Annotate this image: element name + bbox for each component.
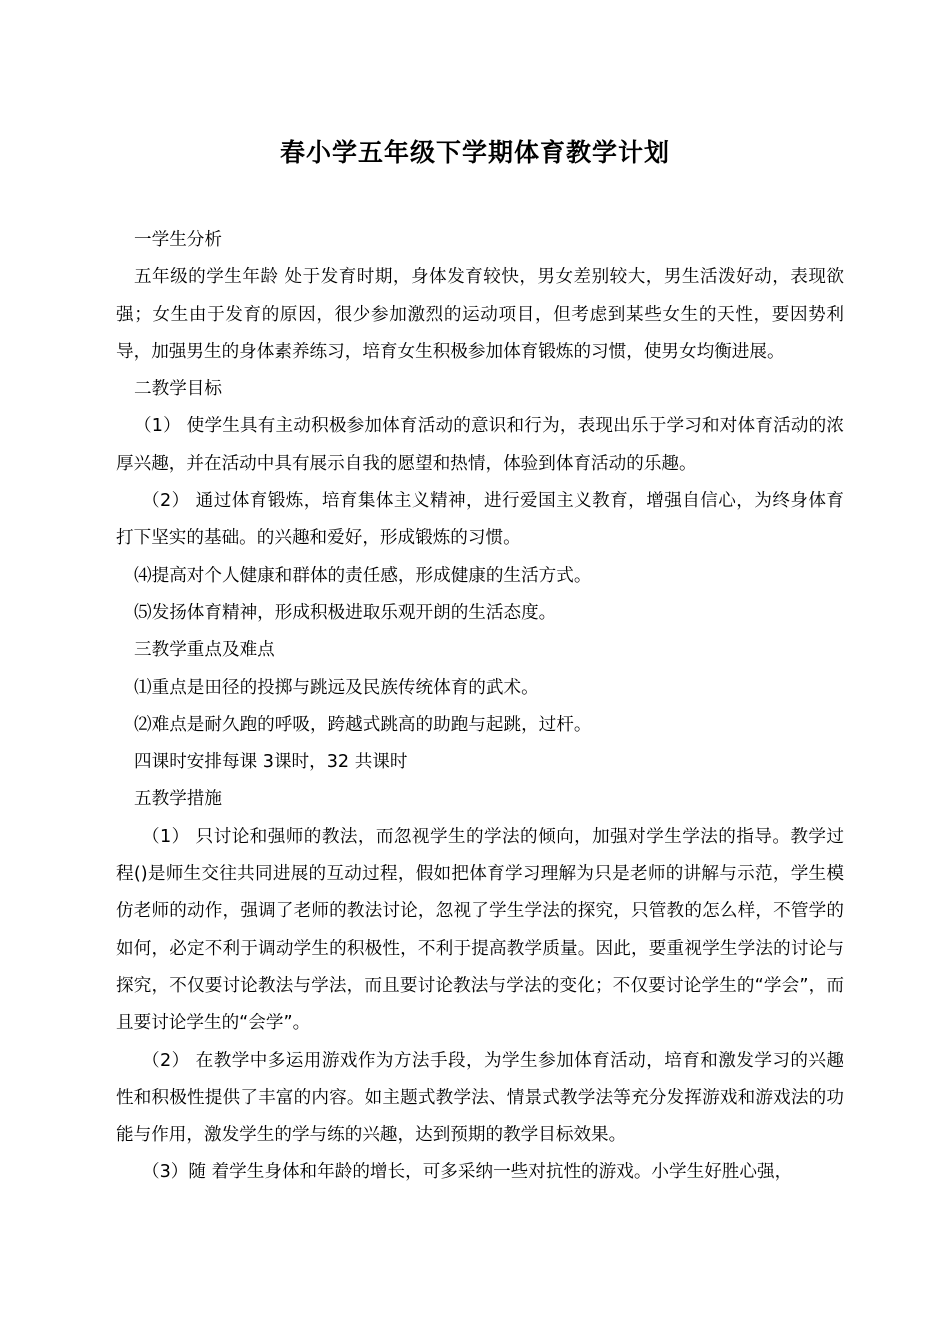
section-heading-student-analysis: 一学生分析 bbox=[134, 230, 222, 250]
document-title: 春小学五年级下学期体育教学计划 bbox=[279, 138, 670, 167]
paragraph-goal-1: （1） 使学生具有主动积极参加体育活动的意识和行为，表现出乐于学习和对体育活动的浓厚兴趣，并在活动中具有展示自我的愿望和热情，体验到体育活动的乐趣。 bbox=[116, 416, 844, 474]
document-body bbox=[116, 222, 844, 1192]
paragraph-student-analysis: 五年级的学生年龄 处于发育时期，身体发育较快，男女差别较大，男生活泼好动，表现欲强；女生由于发育的原因，很少参加激烈的运动项目，但考虑到某些女生的天性，要因势利导，加强男生的身体素养练习，培育女生积极参加体育锻炼的习惯，使男女均衡进展。 bbox=[116, 267, 844, 362]
section-heading-teaching-goals: 二教学目标 bbox=[134, 379, 222, 400]
section-heading-measures: 五教学措施 bbox=[134, 789, 222, 810]
section-heading-schedule: 四课时安排每课 3课时，32 共课时 bbox=[134, 752, 408, 773]
paragraph-measure-1: （1） 只讨论和强师的教法，而忽视学生的学法的倾向，加强对学生学法的指导。教学过程()是师生交往共同进展的互动过程，假如把体育学习理解为只是老师的讲解与示范，学生模仿老师的动作，强调了老师的教法讨论，忽视了学生学法的探究，只管教的怎么样，不管学的如何，必定不利于调动学生的积极性，不利于提高教学质量。因此，要重视学生学法的讨论与探究，不仅要讨论教法与学法，而且要讨论教法与学法的变化；不仅要讨论学生的“学会”，而且要讨论学生的“会学”。 bbox=[116, 826, 844, 1034]
paragraph-key-point-1: ⑴重点是田径的投掷与跳远及民族传统体育的武术。 bbox=[134, 677, 539, 698]
section-heading-key-points: 三教学重点及难点 bbox=[134, 640, 275, 661]
paragraph-key-point-2: ⑵难点是耐久跑的呼吸，跨越式跳高的助跑与起跳，过杆。 bbox=[134, 714, 592, 735]
paragraph-measure-2: （2） 在教学中多运用游戏作为方法手段，为学生参加体育活动，培育和激发学习的兴趣性和积极性提供了丰富的内容。如主题式教学法、情景式教学法等充分发挥游戏和游戏法的功能与作用，激发学生的学与练的兴趣，达到预期的教学目标效果。 bbox=[116, 1050, 844, 1146]
paragraph-goal-4: ⑷提高对个人健康和群体的责任感，形成健康的生活方式。 bbox=[134, 565, 592, 586]
paragraph-measure-3: （3）随 着学生身体和年龄的增长，可多采纳一些对抗性的游戏。小学生好胜心强， bbox=[142, 1162, 793, 1183]
paragraph-goal-2: （2） 通过体育锻炼，培育集体主义精神，进行爱国主义教育，增强自信心，为终身体育打下坚实的基础。的兴趣和爱好，形成锻炼的习惯。 bbox=[116, 491, 844, 549]
paragraph-goal-5: ⑸发扬体育精神，形成积极进取乐观开朗的生活态度。 bbox=[134, 602, 557, 623]
